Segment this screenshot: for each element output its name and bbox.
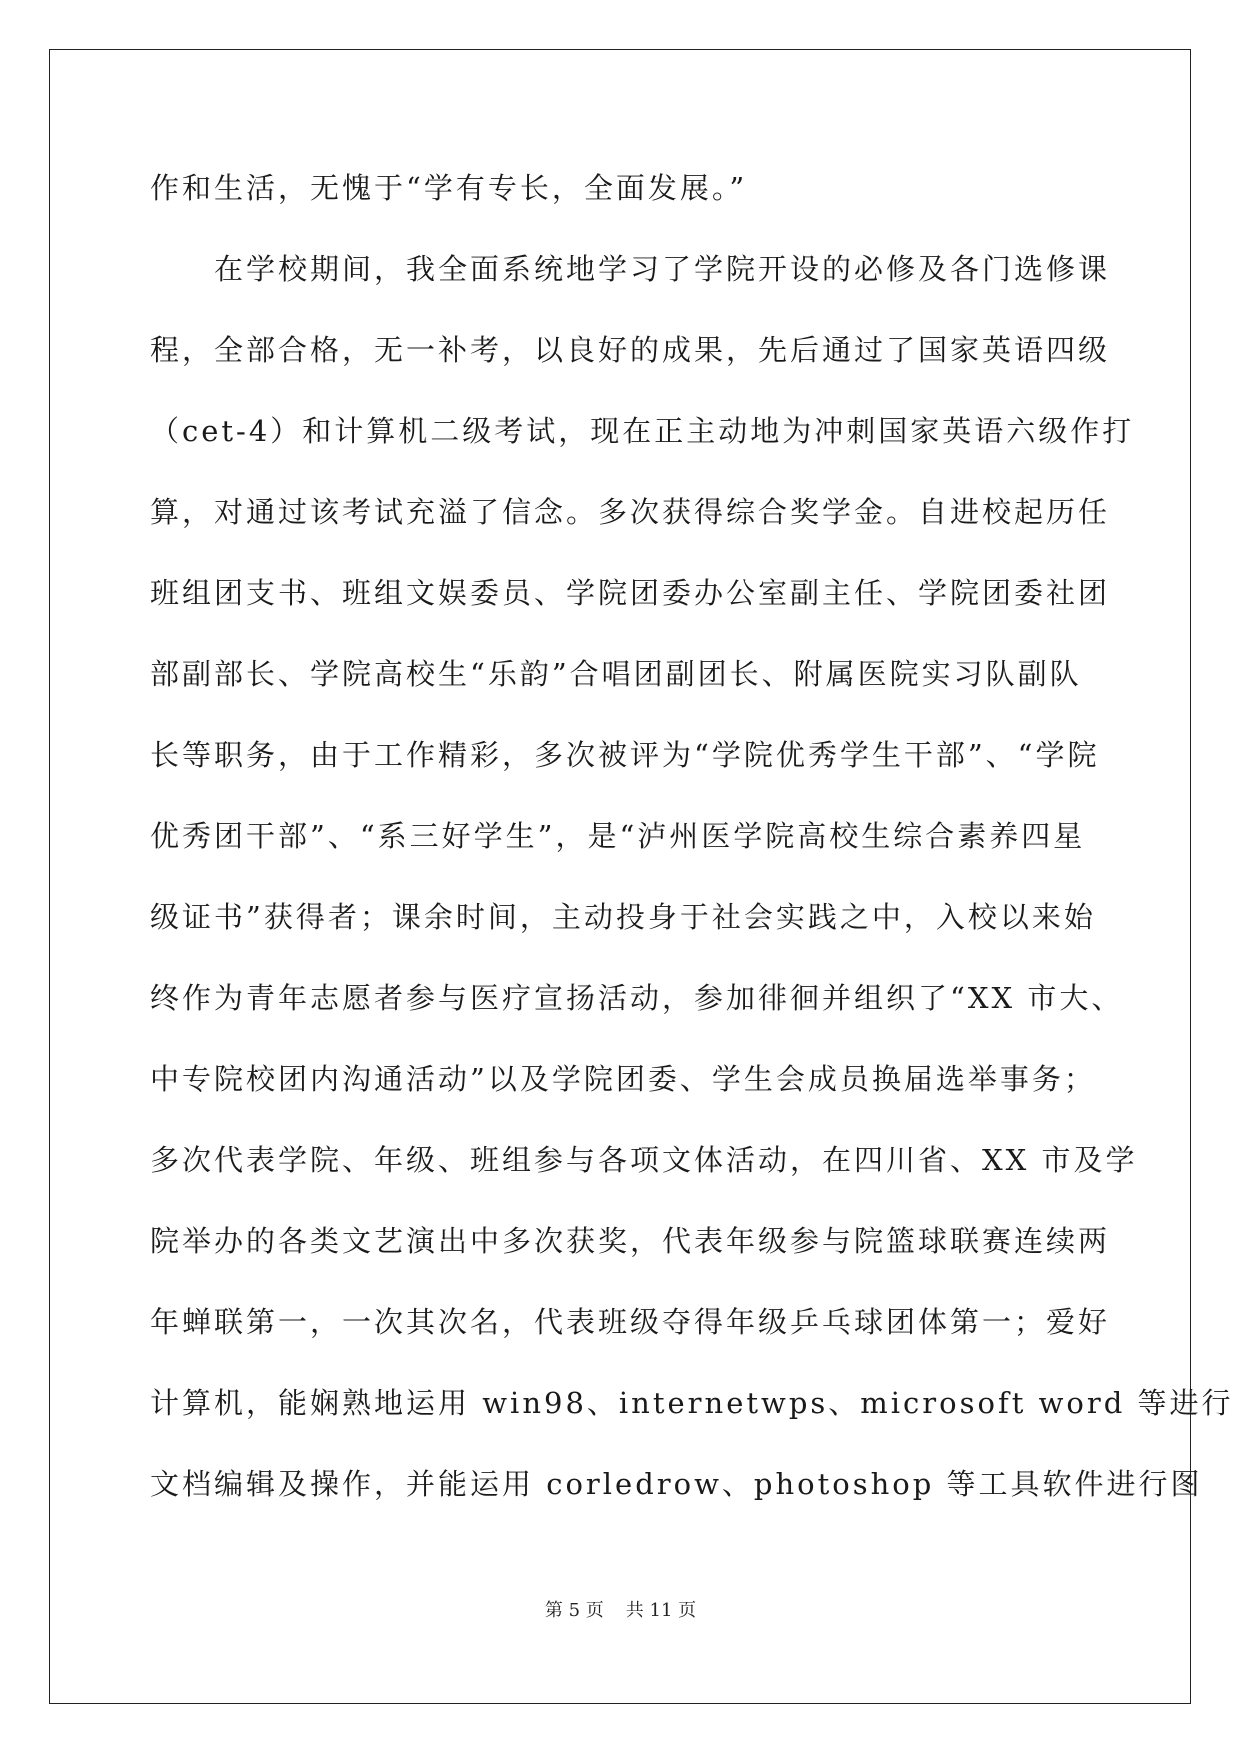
- page-number: 第 5 页: [544, 1600, 604, 1621]
- text-line: 算，对通过该考试充溢了信念。多次获得综合奖学金。自进校起历任: [150, 495, 1111, 529]
- text-line: （cet-4）和计算机二级考试，现在正主动地为冲刺国家英语六级作打: [150, 414, 1135, 448]
- text-line: 多次代表学院、年级、班组参与各项文体活动，在四川省、XX 市及学: [150, 1143, 1138, 1177]
- document-body: [150, 148, 1234, 1525]
- text-line: 终作为青年志愿者参与医疗宣扬活动，参加徘徊并组织了“XX 市大、: [150, 981, 1124, 1015]
- text-line: 文档编辑及操作，并能运用 corledrow、photoshop 等工具软件进行图: [150, 1467, 1203, 1501]
- text-line: 班组团支书、班组文娱委员、学院团委办公室副主任、学院团委社团: [150, 576, 1111, 610]
- text-line: 部副部长、学院高校生“乐韵”合唱团副团长、附属医院实习队副队: [150, 657, 1082, 691]
- text-line: 长等职务，由于工作精彩，多次被评为“学院优秀学生干部”、“学院: [150, 738, 1100, 772]
- text-line: 中专院校团内沟通活动”以及学院团委、学生会成员换届选举事务；: [150, 1062, 1096, 1096]
- text-line: 年蝉联第一，一次其次名，代表班级夺得年级乒乓球团体第一；爱好: [150, 1305, 1111, 1339]
- text-line: 计算机，能娴熟地运用 win98、internetwps、microsoft word 等进行: [150, 1386, 1234, 1420]
- text-line: 在学校期间，我全面系统地学习了学院开设的必修及各门选修课: [150, 252, 1111, 286]
- page-footer: [0, 1596, 1241, 1622]
- text-line: 级证书”获得者；课余时间，主动投身于社会实践之中，入校以来始: [150, 900, 1096, 934]
- text-line: 程，全部合格，无一补考，以良好的成果，先后通过了国家英语四级: [150, 333, 1111, 367]
- text-line: 作和生活，无愧于“学有专长，全面发展。”: [150, 171, 748, 205]
- text-line: 优秀团干部”、“系三好学生”，是“泸州医学院高校生综合素养四星: [150, 819, 1086, 853]
- page-total: 共 11 页: [625, 1600, 697, 1621]
- text-line: 院举办的各类文艺演出中多次获奖，代表年级参与院篮球联赛连续两: [150, 1224, 1111, 1258]
